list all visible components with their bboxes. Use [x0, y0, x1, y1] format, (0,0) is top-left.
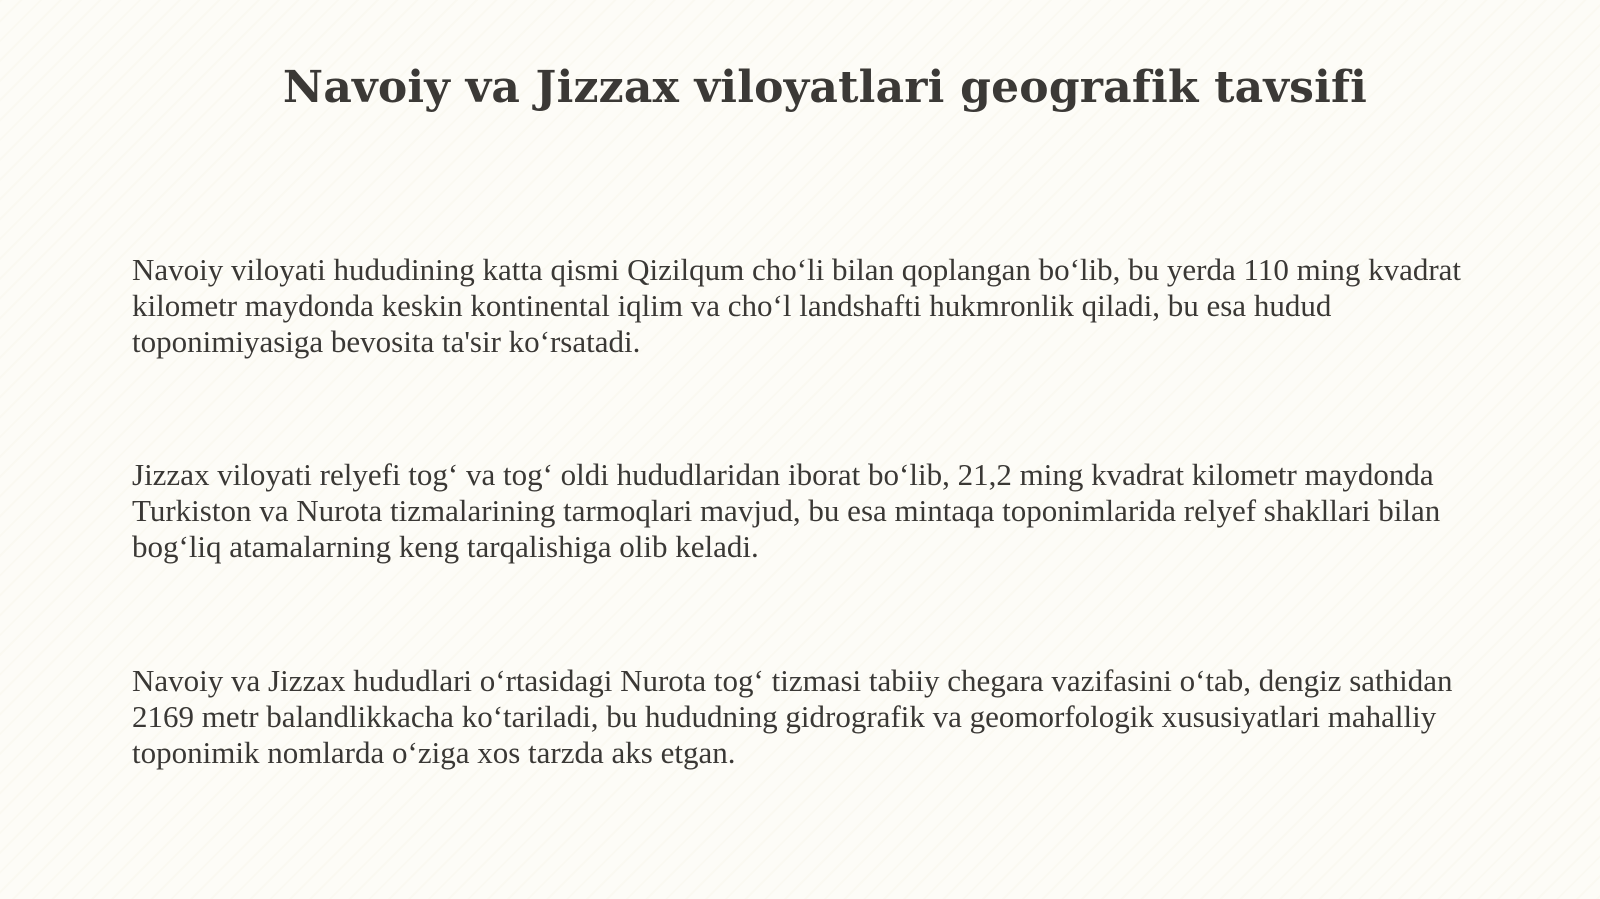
paragraph-navoiy: Navoiy viloyati hududining katta qismi Qizilqum cho‘li bilan qoplangan bo‘lib, bu yerda 110 ming kvadrat kilometr maydonda keskin kontinental iqlim va cho‘l landshafti hukmronlik qiladi, bu esa hudud toponimiyasiga bevosita ta'sir ko‘rsatadi.: [132, 252, 1462, 359]
paragraph-nurota: Navoiy va Jizzax hududlari o‘rtasidagi Nurota tog‘ tizmasi tabiiy chegara vazifasini o‘tab, dengiz sathidan 2169 metr balandlikkacha ko‘tariladi, bu hududning gidrografik va geomorfologik xususiyatlari mahalliy toponimik nomlarda o‘ziga xos tarzda aks etgan.: [132, 663, 1453, 770]
paragraph-jizzax: Jizzax viloyati relyefi tog‘ va tog‘ oldi hududlaridan iborat bo‘lib, 21,2 ming kvadrat kilometr maydonda Turkiston va Nurota tizmalarining tarmoqlari mavjud, bu esa mintaqa toponimlarida relyef shakllari bilan bog‘liq atamalarning keng tarqalishiga olib keladi.: [132, 457, 1441, 564]
slide-title: Navoiy va Jizzax viloyatlari geografik tavsifi: [282, 62, 1368, 113]
